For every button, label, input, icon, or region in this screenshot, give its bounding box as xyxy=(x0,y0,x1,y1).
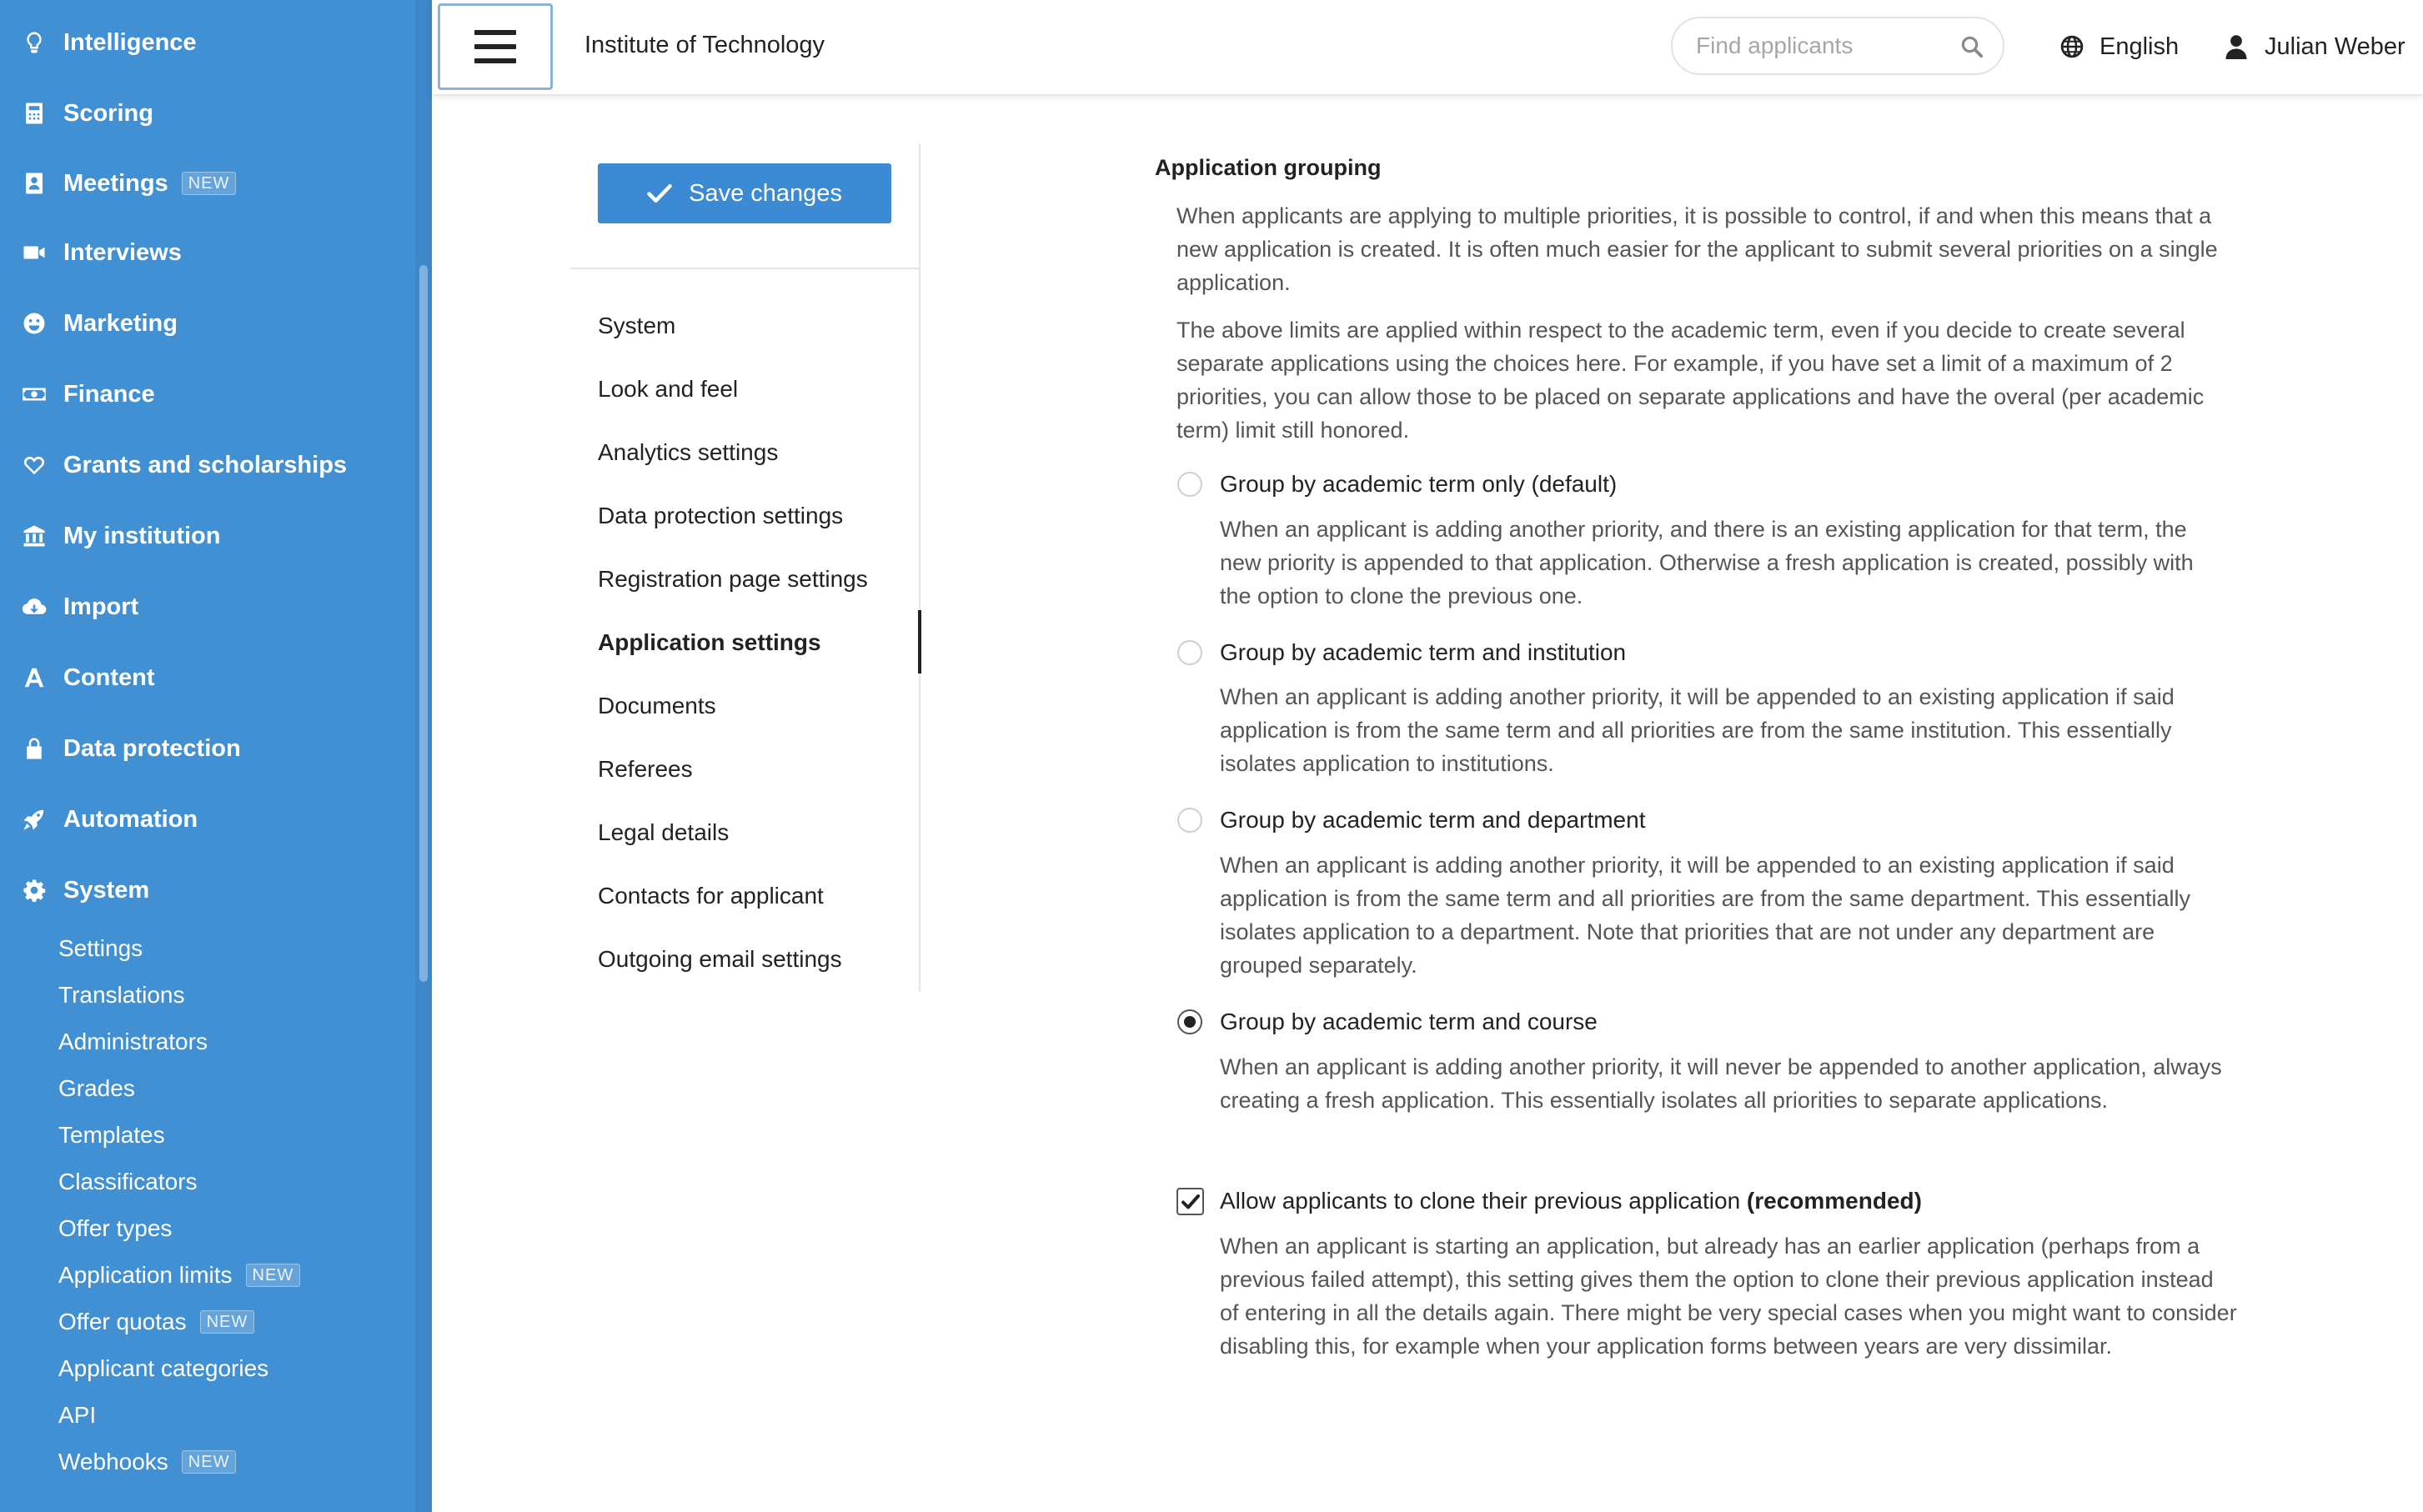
option-label[interactable]: Group by academic term and institution xyxy=(1220,639,1627,665)
text-line: The above limits are applied within respect to the academic term, even if you decide to create several xyxy=(1176,318,2185,343)
text-line: creating a fresh application. This essentially isolates all priorities to separate applications. xyxy=(1220,1088,2109,1113)
sidebar-subitem-label: Grades xyxy=(58,1075,135,1101)
cloud-download-icon xyxy=(20,593,48,621)
sidebar xyxy=(0,0,432,1512)
sidebar-item-label: Finance xyxy=(63,380,155,408)
checkmark-icon xyxy=(1181,1193,1201,1211)
search-box[interactable] xyxy=(1671,17,2004,75)
option-label[interactable]: Group by academic term and department xyxy=(1220,807,1646,833)
settings-nav-legal-details[interactable]: Legal details xyxy=(598,819,730,845)
top-bar xyxy=(432,0,2423,95)
sidebar-item-import[interactable] xyxy=(0,582,415,632)
sidebar-scrollbar[interactable] xyxy=(419,265,428,982)
sidebar-item-marketing[interactable] xyxy=(0,298,415,348)
new-badge: NEW xyxy=(246,1264,301,1287)
clone-option-label[interactable] xyxy=(1220,1184,1922,1218)
menu-toggle-button[interactable] xyxy=(438,3,553,90)
settings-nav-application-settings[interactable]: Application settings xyxy=(598,629,821,655)
text-line: When an applicant is adding another priority, it will be appended to an existing application if said xyxy=(1220,853,2175,878)
sidebar-item-label: Meetings xyxy=(63,169,168,197)
text-line: the option to clone the previous one. xyxy=(1220,583,1583,608)
text-line: separate applications using the choices here. For example, if you have set a limit of a maximum of 2 xyxy=(1176,351,2173,376)
sidebar-item-intelligence[interactable] xyxy=(0,18,415,68)
text-line: grouped separately. xyxy=(1220,953,1417,978)
intro-paragraph-limits xyxy=(1176,313,2204,447)
sidebar-subitem-offer-types[interactable] xyxy=(58,1208,172,1249)
settings-nav-contacts[interactable]: Contacts for applicant xyxy=(598,883,824,909)
sidebar-item-grants[interactable] xyxy=(0,440,415,490)
option-label[interactable]: Group by academic term only (default) xyxy=(1220,471,1618,497)
sidebar-subitem-templates[interactable] xyxy=(58,1114,165,1156)
nav-active-indicator xyxy=(918,610,921,673)
sidebar-item-data-protection[interactable] xyxy=(0,723,415,774)
text-line: isolates application to institutions. xyxy=(1220,751,1554,776)
sidebar-item-label: Grants and scholarships xyxy=(63,451,348,478)
clone-label-text: Allow applicants to clone their previous application xyxy=(1220,1188,1741,1214)
rocket-icon xyxy=(20,805,48,834)
settings-nav-documents[interactable]: Documents xyxy=(598,693,716,718)
user-icon xyxy=(2225,34,2248,59)
sidebar-item-label: My institution xyxy=(63,522,221,549)
calculator-icon xyxy=(20,99,48,128)
sidebar-subitem-grades[interactable] xyxy=(58,1068,135,1109)
sidebar-item-label: Marketing xyxy=(63,309,178,337)
sidebar-subitem-label: Applicant categories xyxy=(58,1355,269,1381)
nav-divider-vertical xyxy=(919,143,921,992)
sidebar-subitem-label: Classificators xyxy=(58,1169,198,1194)
text-line: application is from the same term and all priorities are from the same department. This essentially xyxy=(1220,886,2191,911)
user-name: Julian Weber xyxy=(2265,33,2405,60)
sidebar-item-label: Scoring xyxy=(63,99,153,127)
user-menu[interactable] xyxy=(2225,27,2405,67)
sidebar-subitem-offer-quotas[interactable] xyxy=(58,1301,254,1343)
sidebar-item-label: Content xyxy=(63,663,155,691)
sidebar-subitem-application-limits[interactable] xyxy=(58,1254,300,1296)
option-description xyxy=(1220,849,2262,982)
sidebar-subitem-label: API xyxy=(58,1402,97,1428)
language-selector[interactable] xyxy=(2059,27,2179,67)
language-label: English xyxy=(2099,33,2180,60)
sidebar-subitem-translations[interactable] xyxy=(58,974,184,1016)
text-line: priorities, you can allow those to be placed on separate applications and have the overal (per academic xyxy=(1176,384,2205,409)
sidebar-item-label: System xyxy=(63,876,150,904)
lock-icon xyxy=(20,734,48,763)
sidebar-subitem-settings[interactable] xyxy=(58,928,143,969)
option-description xyxy=(1220,1050,2262,1117)
settings-nav-analytics[interactable]: Analytics settings xyxy=(598,439,779,465)
sidebar-subitem-api[interactable] xyxy=(58,1394,96,1436)
search-icon[interactable] xyxy=(1959,34,1984,59)
institution-name: Institute of Technology xyxy=(584,32,825,58)
sidebar-subitem-webhooks[interactable] xyxy=(58,1441,236,1483)
sidebar-subitem-label: Settings xyxy=(58,935,143,961)
sidebar-subitem-label: Offer types xyxy=(58,1215,173,1241)
sidebar-item-label: Intelligence xyxy=(63,28,197,56)
radio-group-by-course[interactable] xyxy=(1177,1009,1202,1034)
settings-nav-data-protection[interactable]: Data protection settings xyxy=(598,503,844,528)
sidebar-subitem-label: Administrators xyxy=(58,1029,208,1054)
intro-paragraph xyxy=(1176,199,2218,299)
sidebar-item-automation[interactable] xyxy=(0,794,415,844)
gear-icon xyxy=(20,876,48,904)
video-icon xyxy=(20,238,48,267)
radio-group-by-term[interactable] xyxy=(1177,472,1202,497)
recommended-label: (recommended) xyxy=(1746,1188,1922,1214)
check-icon xyxy=(647,183,672,204)
sidebar-subitem-label: Translations xyxy=(58,982,185,1008)
new-badge: NEW xyxy=(182,172,237,195)
text-line: application is from the same term and all priorities are from the same institution. This essentially xyxy=(1220,718,2172,743)
sidebar-item-label: Automation xyxy=(63,805,198,833)
text-line: of entering in all the details again. There might be very special cases when you might want to consider xyxy=(1220,1300,2237,1325)
text-line: term) limit still honored. xyxy=(1176,418,1410,443)
sidebar-subitem-applicant-categories[interactable] xyxy=(58,1348,268,1389)
settings-nav-look-and-feel[interactable]: Look and feel xyxy=(598,376,739,402)
section-title: Application grouping xyxy=(1155,155,1382,180)
text-line: When applicants are applying to multiple priorities, it is possible to control, if and when this means that a xyxy=(1176,203,2212,228)
radio-group-by-department[interactable] xyxy=(1177,808,1202,833)
smile-icon xyxy=(20,309,48,338)
hamburger-line xyxy=(474,58,516,63)
text-line: When an applicant is adding another priority, it will be appended to an existing application if said xyxy=(1220,684,2175,709)
sidebar-item-label: Import xyxy=(63,593,139,620)
sidebar-subitem-label: Webhooks xyxy=(58,1449,168,1474)
font-icon xyxy=(20,663,48,692)
sidebar-item-label: Interviews xyxy=(63,238,182,266)
save-changes-label: Save changes xyxy=(689,179,842,207)
sidebar-item-my-institution[interactable] xyxy=(0,511,415,561)
option-description xyxy=(1220,513,2262,613)
text-line: new priority is appended to that application. Otherwise a fresh application is created, possibly with xyxy=(1220,550,2194,575)
text-line: When an applicant is starting an application, but already has an earlier application (perhaps from a xyxy=(1220,1234,2200,1259)
meeting-icon xyxy=(20,169,48,198)
settings-nav-registration-page[interactable]: Registration page settings xyxy=(598,566,868,592)
save-changes-button[interactable] xyxy=(598,163,891,223)
settings-nav-outgoing-email[interactable]: Outgoing email settings xyxy=(598,946,842,972)
text-line: When an applicant is adding another priority, it will never be appended to another application, always xyxy=(1220,1054,2222,1079)
search-input[interactable] xyxy=(1696,33,1946,59)
new-badge: NEW xyxy=(182,1450,237,1474)
sidebar-subitem-label: Application limits xyxy=(58,1262,233,1288)
globe-icon xyxy=(2059,34,2084,59)
settings-nav-referees[interactable]: Referees xyxy=(598,756,693,782)
sidebar-item-label: Data protection xyxy=(63,734,241,762)
text-line: isolates application to a department. Note that priorities that are not under any department are xyxy=(1220,919,2155,944)
new-badge: NEW xyxy=(200,1310,255,1334)
text-line: When an applicant is adding another priority, and there is an existing application for that term, the xyxy=(1220,517,2187,542)
sidebar-item-scoring[interactable] xyxy=(0,88,415,138)
text-line: previous failed attempt), this setting gives them the option to clone their previous application instead xyxy=(1220,1267,2214,1292)
option-description xyxy=(1220,680,2262,780)
heart-icon xyxy=(20,451,48,479)
nav-divider xyxy=(570,268,921,269)
sidebar-item-finance[interactable] xyxy=(0,369,415,419)
sidebar-item-content[interactable] xyxy=(0,653,415,703)
lightbulb-icon xyxy=(20,28,48,57)
institution-icon xyxy=(20,522,48,550)
money-icon xyxy=(20,380,48,408)
sidebar-subitem-label: Offer quotas xyxy=(58,1309,187,1334)
text-line: new application is created. It is often much easier for the applicant to submit several priorities on a single xyxy=(1176,237,2218,262)
sidebar-subitem-classificators[interactable] xyxy=(58,1161,197,1203)
hamburger-line xyxy=(474,44,516,49)
settings-nav-system[interactable]: System xyxy=(598,313,676,338)
hamburger-line xyxy=(474,30,516,35)
text-line: application. xyxy=(1176,270,1291,295)
sidebar-item-meetings[interactable] xyxy=(0,158,415,208)
radio-group-by-institution[interactable] xyxy=(1177,640,1202,665)
text-line: disabling this, for example when your application forms between years are very dissimilar. xyxy=(1220,1334,2112,1359)
option-label[interactable]: Group by academic term and course xyxy=(1220,1009,1598,1034)
clone-option-description xyxy=(1220,1229,2262,1363)
clone-application-checkbox[interactable] xyxy=(1176,1188,1204,1215)
sidebar-item-interviews[interactable] xyxy=(0,228,415,278)
sidebar-subitem-administrators[interactable] xyxy=(58,1021,208,1063)
sidebar-subitem-label: Templates xyxy=(58,1122,165,1148)
sidebar-item-system[interactable] xyxy=(0,865,415,915)
